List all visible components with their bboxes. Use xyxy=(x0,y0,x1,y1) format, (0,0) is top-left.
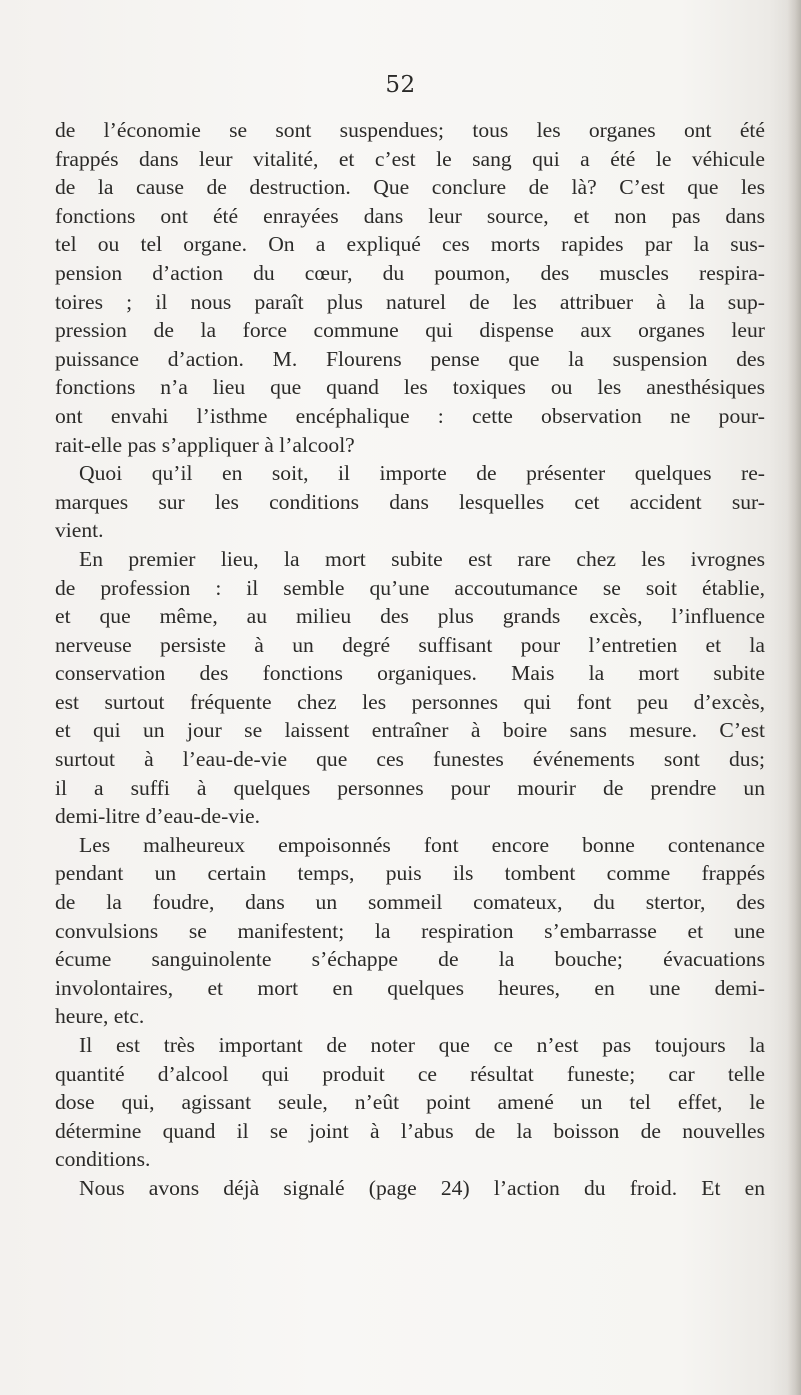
text-line: toires ; il nous paraît plus naturel de les attribuer à la sup- xyxy=(55,289,765,314)
page-edge xyxy=(787,0,801,1395)
text-line: fonctions ont été enrayées dans leur source, et non pas dans xyxy=(55,203,765,228)
text-line: écume sanguinolente s’échappe de la bouche; évacuations xyxy=(55,947,765,972)
page-number: 52 xyxy=(385,72,416,98)
text-line: il a suffi à quelques personnes pour mourir de prendre un xyxy=(55,775,765,800)
text-line: pension d’action du cœur, du poumon, des muscles respira- xyxy=(55,260,765,285)
text-line: Les malheureux empoisonnés font encore bonne contenance xyxy=(79,832,765,857)
text-line: surtout à l’eau-de-vie que ces funestes événements sont dus; xyxy=(55,747,765,772)
text-line: nerveuse persiste à un degré suffisant pour l’entretien et la xyxy=(55,632,765,657)
text-line: conditions. xyxy=(55,1147,151,1172)
text-line: En premier lieu, la mort subite est rare chez les ivrognes xyxy=(79,546,765,571)
text-line: quantité d’alcool qui produit ce résultat funeste; car telle xyxy=(55,1061,765,1086)
text-line: Il est très important de noter que ce n’est pas toujours la xyxy=(79,1033,765,1057)
text-line: ont envahi l’isthme encéphalique : cette observation ne pour- xyxy=(55,403,765,428)
text-line: dose qui, agissant seule, n’eût point amené un tel effet, le xyxy=(55,1090,765,1115)
text-line: tel ou tel organe. On a expliqué ces morts rapides par la sus- xyxy=(55,232,765,257)
text-line: rait-elle pas s’appliquer à l’alcool? xyxy=(55,432,355,457)
text-line: détermine quand il se joint à l’abus de la boisson de nouvelles xyxy=(55,1118,765,1143)
text-line: pression de la force commune qui dispense aux organes leur xyxy=(55,318,765,343)
text-line: frappés dans leur vitalité, et c’est le sang qui a été le véhicule xyxy=(55,146,765,171)
text-line: puissance d’action. M. Flourens pense que la suspension des xyxy=(55,346,765,371)
text-line: de profession : il semble qu’une accoutumance se soit établie, xyxy=(55,575,765,600)
text-line: heure, etc. xyxy=(55,1004,145,1029)
body-text xyxy=(55,116,765,1203)
text-line: involontaires, et mort en quelques heures, en une demi- xyxy=(55,975,765,1000)
text-line: Nous avons déjà signalé (page 24) l’action du froid. Et en xyxy=(79,1175,765,1200)
text-line: Quoi qu’il en soit, il importe de présenter quelques re- xyxy=(79,461,765,486)
text-line: marques sur les conditions dans lesquelles cet accident sur- xyxy=(55,489,765,514)
text-line: pendant un certain temps, puis ils tombent comme frappés xyxy=(55,861,765,886)
text-line: de la cause de destruction. Que conclure de là? C’est que les xyxy=(55,175,765,200)
text-line: de la foudre, dans un sommeil comateux, du stertor, des xyxy=(55,890,765,915)
text-line: vient. xyxy=(55,518,104,543)
text-line: convulsions se manifestent; la respiration s’embarrasse et une xyxy=(55,918,765,943)
text-line: et que même, au milieu des plus grands excès, l’influence xyxy=(55,604,765,629)
text-line: est surtout fréquente chez les personnes qui font peu d’excès, xyxy=(55,689,765,714)
text-line: fonctions n’a lieu que quand les toxiques ou les anesthésiques xyxy=(55,375,765,400)
text-line: et qui un jour se laissent entraîner à boire sans mesure. C’est xyxy=(55,718,765,743)
text-line: conservation des fonctions organiques. Mais la mort subite xyxy=(55,661,765,686)
text-line: de l’économie se sont suspendues; tous les organes ont été xyxy=(55,118,765,142)
text-line: demi-litre d’eau-de-vie. xyxy=(55,804,261,829)
